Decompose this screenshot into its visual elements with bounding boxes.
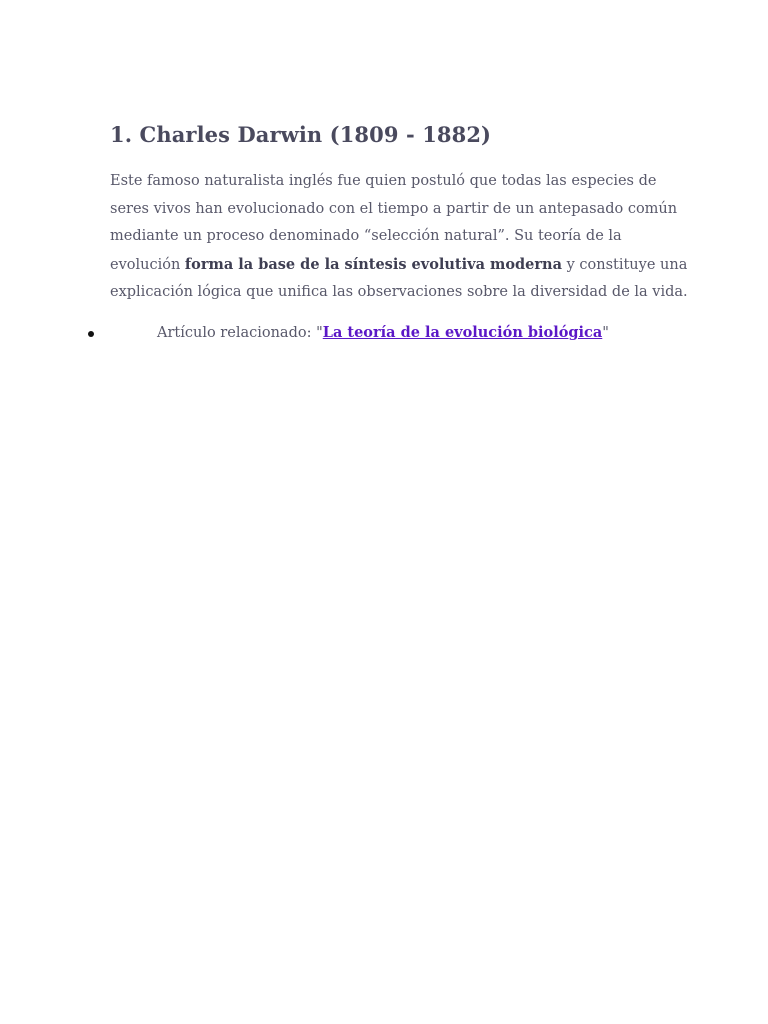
related-article-text (157, 324, 609, 341)
paragraph-text: y constituye una (561, 256, 688, 273)
related-suffix: " (602, 325, 609, 341)
related-article-item (0, 322, 768, 348)
bullet-icon (88, 331, 94, 337)
related-article-link[interactable]: La teoría de la evolución biológica (322, 324, 603, 341)
paragraph-text: evolución (110, 256, 185, 273)
paragraph-line: seres vivos han evolucionado con el tiempo a partir de un antepasado común (110, 200, 678, 217)
related-prefix: Artículo relacionado: " (157, 325, 323, 341)
bold-phrase: forma la base de la síntesis evolutiva moderna (184, 255, 562, 273)
paragraph-line: explicación lógica que unifica las observaciones sobre la diversidad de la vida. (110, 284, 688, 300)
paragraph-line (110, 251, 688, 280)
body-paragraph (110, 168, 688, 307)
section-heading: 1. Charles Darwin (1809 - 1882) (110, 122, 492, 147)
paragraph-line: mediante un proceso denominado “selección natural”. Su teoría de la (110, 228, 622, 244)
paragraph-line: Este famoso naturalista inglés fue quien postuló que todas las especies de (110, 173, 657, 189)
